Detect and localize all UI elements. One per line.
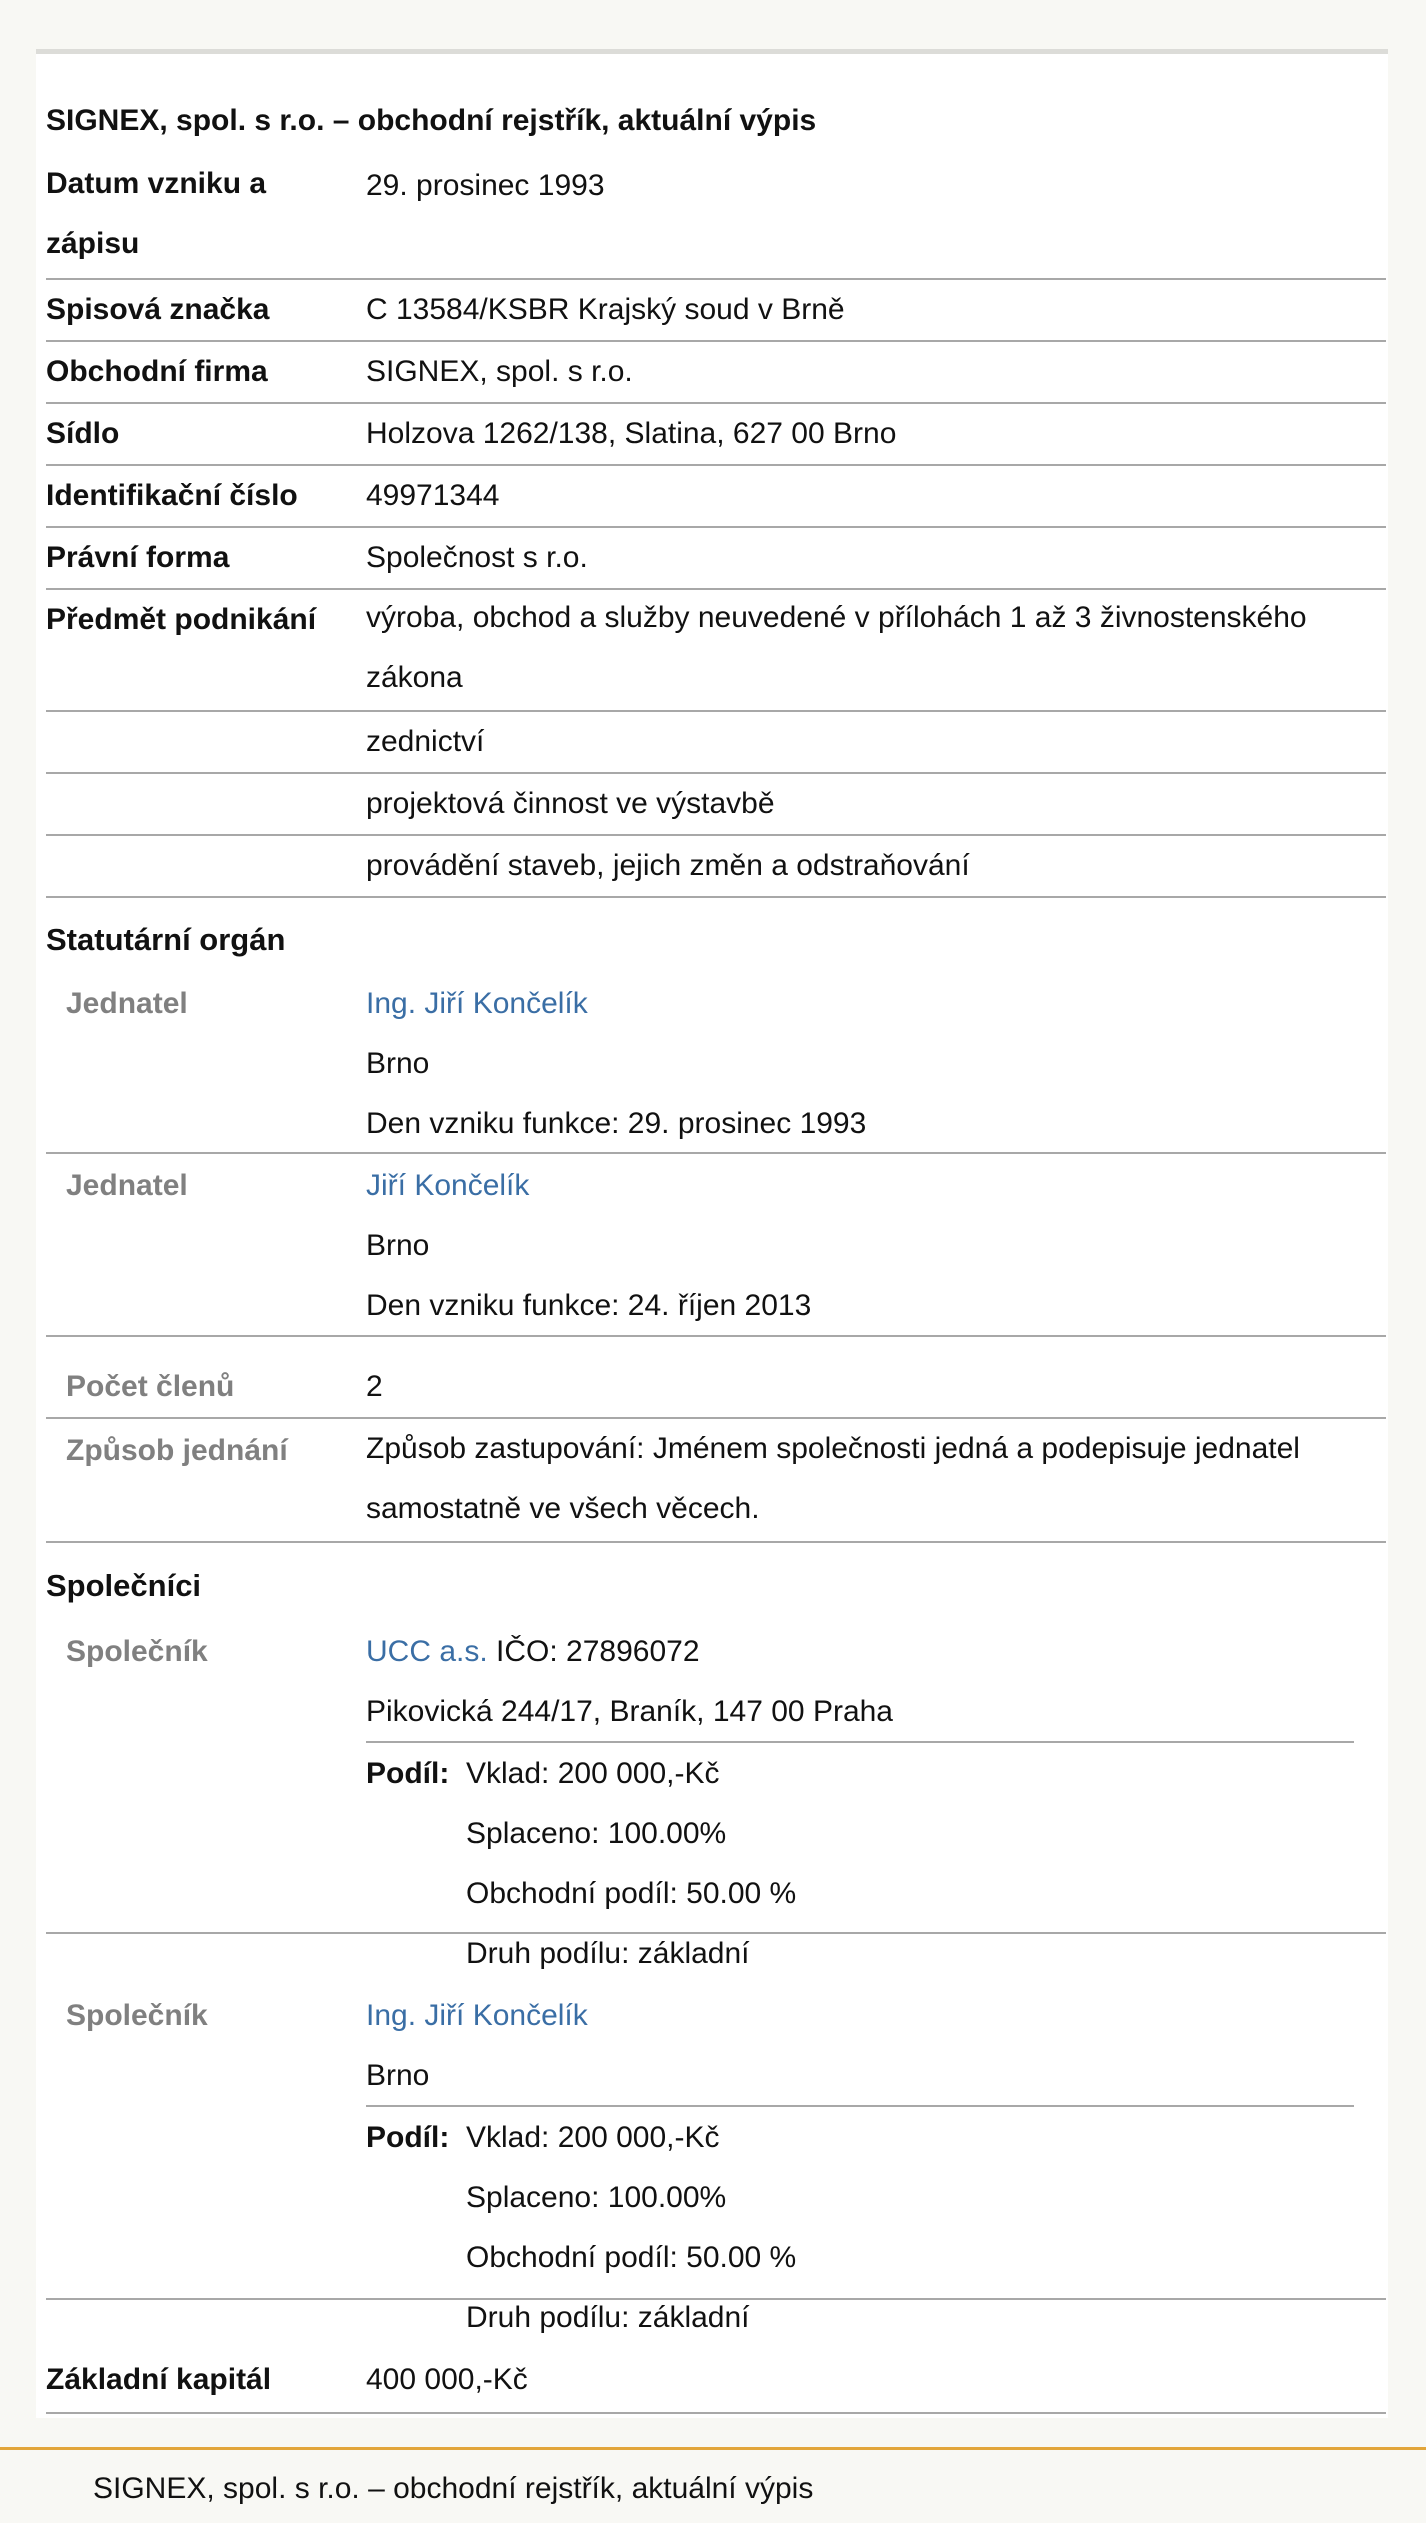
podil-block: [366, 1741, 1354, 1970]
footer-bar: [0, 2447, 1426, 2523]
jednatel-name: [366, 987, 588, 1021]
jednatel-city: Brno: [366, 1047, 430, 1080]
spolecnik-address: Pikovická 244/17, Braník, 147 00 Praha: [366, 1695, 893, 1728]
row-datum: [46, 154, 1386, 280]
label-jednatel: Jednatel: [66, 987, 188, 1020]
value-zakladni-kapital: 400 000,-Kč: [366, 2363, 528, 2396]
jednatel-city: Brno: [366, 1229, 430, 1262]
jednatel-name: [366, 1169, 529, 1203]
row-predmet-1: [46, 588, 1386, 712]
label-datum: Datum vzniku a zápisu: [46, 167, 267, 260]
row-pocet-clenu: [46, 1337, 1386, 1419]
jednatel-since: Den vzniku funkce: 24. říjen 2013: [366, 1289, 812, 1322]
spolecnik-address: Brno: [366, 2059, 430, 2092]
label-pocet-clenu: Počet členů: [66, 1370, 235, 1403]
podil-label: Podíl:: [366, 1757, 450, 1790]
value-predmet-4: provádění staveb, jejich změn a odstraňování: [366, 849, 970, 882]
label-zpusob-jednani: Způsob jednání: [66, 1434, 288, 1467]
jednatel-name-link[interactable]: Ing. Jiří Končelík: [366, 987, 588, 1020]
register-card: [36, 49, 1388, 2418]
spolecnik-name-link[interactable]: UCC a.s.: [366, 1635, 488, 1668]
value-predmet-2: zednictví: [366, 725, 485, 758]
page-title: SIGNEX, spol. s r.o. – obchodní rejstřík, aktuální výpis: [46, 104, 817, 137]
podil-splaceno: Splaceno: 100.00%: [466, 2181, 727, 2214]
label-jednatel: Jednatel: [66, 1169, 188, 1202]
value-forma: Společnost s r.o.: [366, 541, 588, 574]
value-datum: 29. prosinec 1993: [366, 169, 605, 202]
spolecnik-name: [366, 1999, 588, 2033]
spolecnik-ico: IČO: 27896072: [496, 1635, 700, 1668]
value-pocet-clenu: 2: [366, 1370, 383, 1403]
row-firma: [46, 340, 1386, 404]
jednatel-row: [46, 972, 1386, 1154]
row-zpusob-jednani: [46, 1419, 1386, 1543]
value-firma: SIGNEX, spol. s r.o.: [366, 355, 633, 388]
value-predmet-1: výroba, obchod a služby neuvedené v přílohách 1 až 3 živnostenského zákona: [366, 601, 1307, 694]
row-sidlo: [46, 402, 1386, 466]
section-spolecnici: Společníci: [46, 1568, 202, 1603]
podil-druh: Druh podílu: základní: [466, 1937, 750, 1970]
jednatel-row: [46, 1154, 1386, 1337]
podil-block: [366, 2105, 1354, 2334]
spolecnik-name-link[interactable]: Ing. Jiří Končelík: [366, 1999, 588, 2032]
label-spolecnik: Společník: [66, 1635, 208, 1668]
label-predmet: Předmět podnikání: [46, 603, 317, 636]
footer-title: SIGNEX, spol. s r.o. – obchodní rejstřík, aktuální výpis: [93, 2472, 814, 2505]
label-zakladni-kapital: Základní kapitál: [46, 2363, 272, 2396]
label-sidlo: Sídlo: [46, 417, 120, 450]
podil-obchodni: Obchodní podíl: 50.00 %: [466, 1877, 797, 1910]
spolecnik-name: [366, 1635, 700, 1669]
jednatel-name-link[interactable]: Jiří Končelík: [366, 1169, 530, 1202]
value-sidlo: Holzova 1262/138, Slatina, 627 00 Brno: [366, 417, 897, 450]
section-statutarni: Statutární orgán: [46, 922, 286, 957]
value-zpusob-jednani: Způsob zastupování: Jménem společnosti jedná a podepisuje jednatel samostatně ve všech věcech.: [366, 1432, 1300, 1525]
row-zakladni-kapital: [46, 2348, 1386, 2414]
label-forma: Právní forma: [46, 541, 230, 574]
row-predmet-2: [46, 710, 1386, 774]
podil-druh: Druh podílu: základní: [466, 2301, 750, 2334]
label-spolecnik: Společník: [66, 1999, 208, 2032]
value-ico: 49971344: [366, 479, 500, 512]
spolecnik-row: [46, 1620, 1386, 1970]
podil-obchodni: Obchodní podíl: 50.00 %: [466, 2241, 797, 2274]
podil-label: Podíl:: [366, 2121, 450, 2154]
row-predmet-4: [46, 834, 1386, 898]
row-spisova: [46, 278, 1386, 342]
value-spisova: C 13584/KSBR Krajský soud v Brně: [366, 293, 845, 326]
row-ico: [46, 464, 1386, 528]
podil-vklad: Vklad: 200 000,-Kč: [466, 1757, 720, 1790]
label-firma: Obchodní firma: [46, 355, 268, 388]
value-predmet-3: projektová činnost ve výstavbě: [366, 787, 775, 820]
jednatel-since: Den vzniku funkce: 29. prosinec 1993: [366, 1107, 867, 1140]
podil-vklad: Vklad: 200 000,-Kč: [466, 2121, 720, 2154]
spolecnik-row: [46, 1984, 1386, 2334]
label-spisova: Spisová značka: [46, 293, 270, 326]
row-predmet-3: [46, 772, 1386, 836]
row-forma: [46, 526, 1386, 590]
podil-splaceno: Splaceno: 100.00%: [466, 1817, 727, 1850]
label-ico: Identifikační číslo: [46, 479, 298, 512]
